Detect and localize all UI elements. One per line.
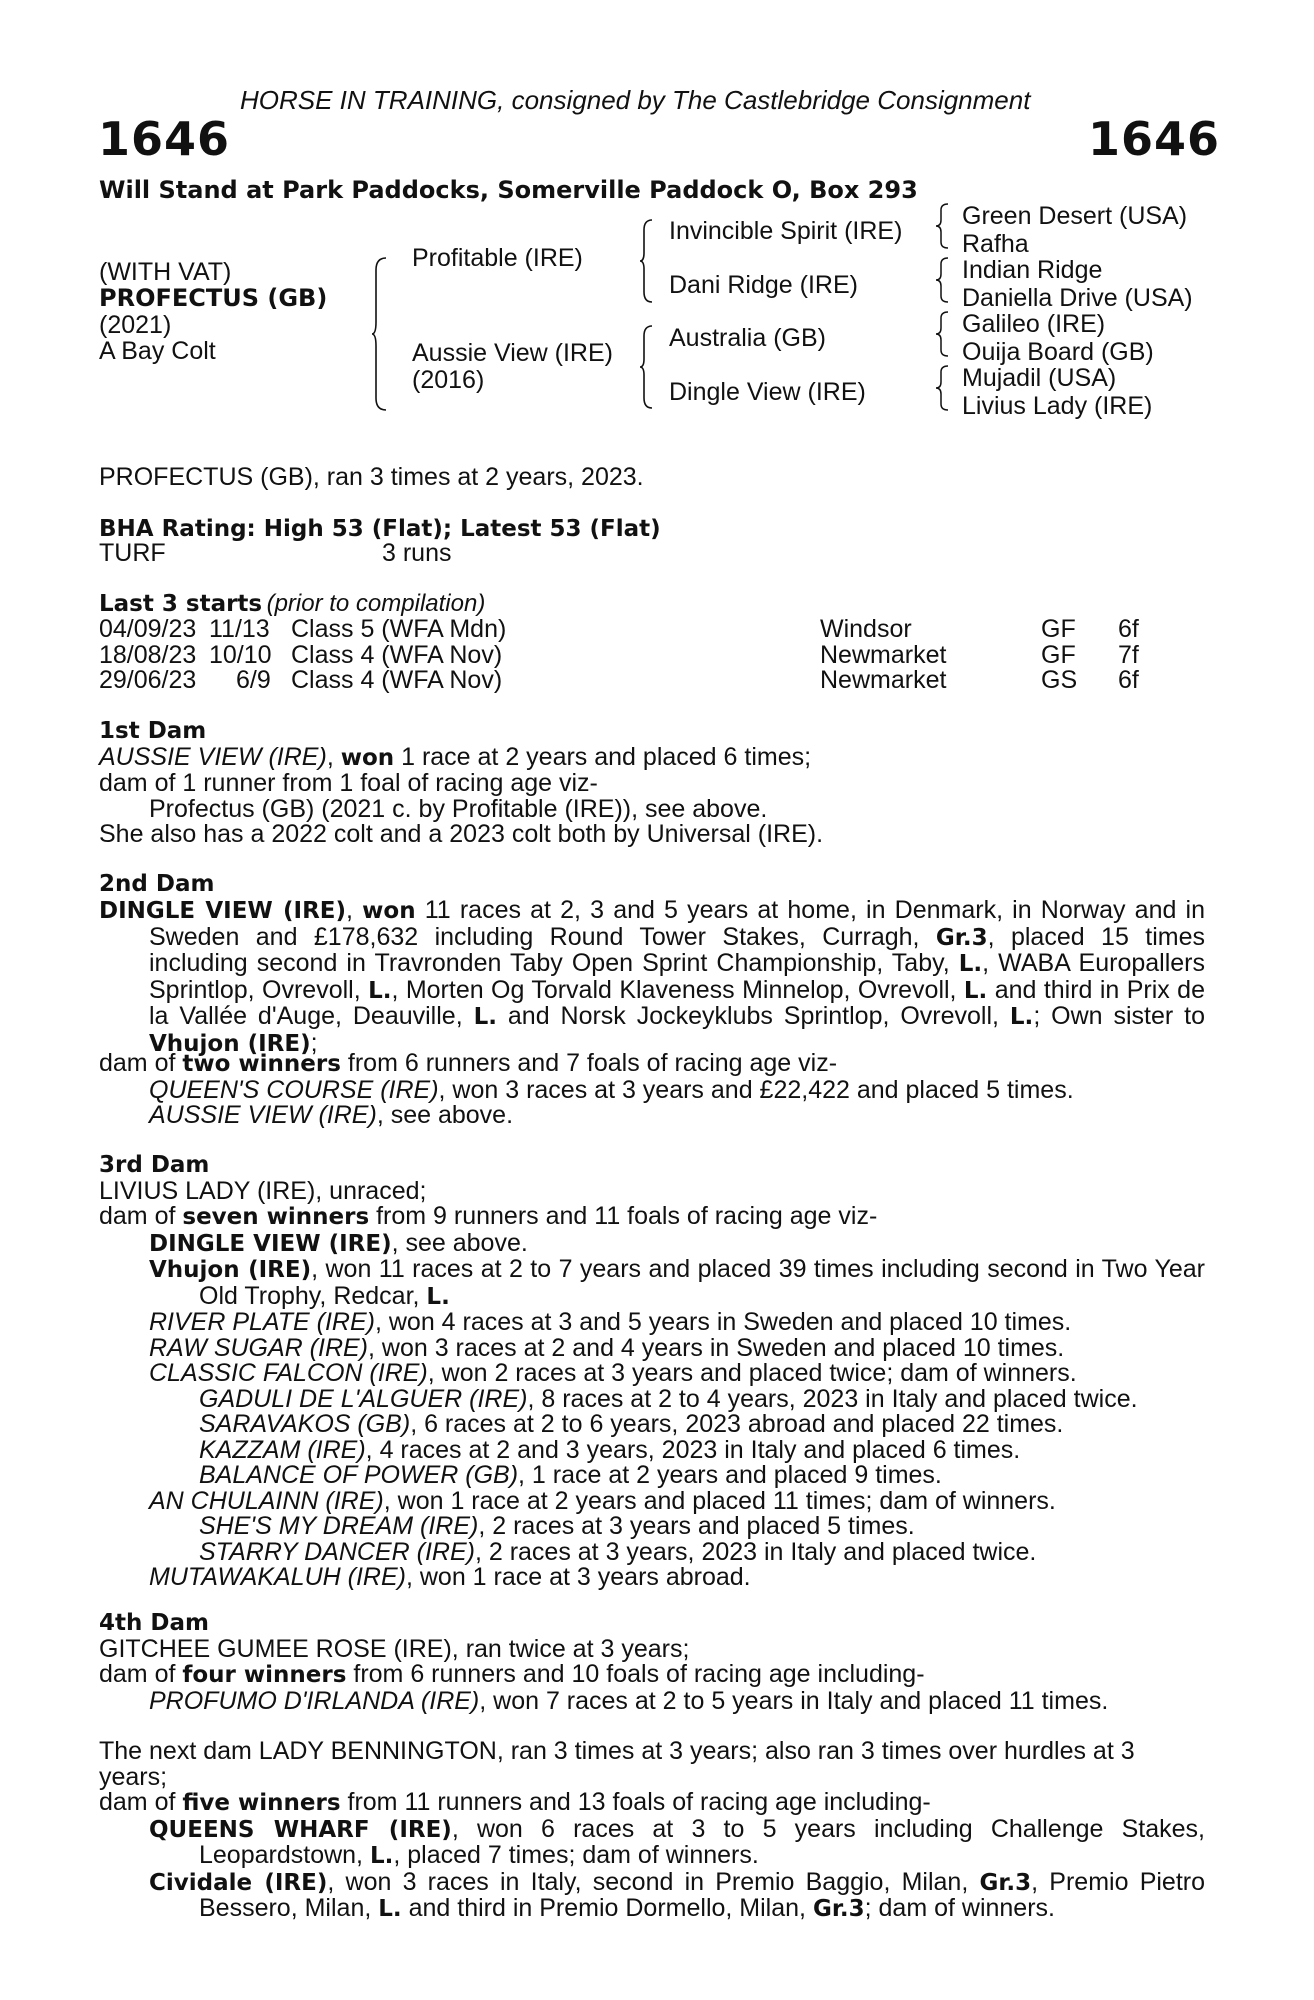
pedigree-gg6: Ouija Board (GB) [962,338,1154,366]
start-date: 29/06/23 [99,666,197,694]
pedigree-gg5: Galileo (IRE) [962,310,1106,338]
pedigree-dam-sire: Australia (GB) [669,324,826,352]
horse-description: A Bay Colt [99,337,216,365]
stand-location: Will Stand at Park Paddocks, Somerville Paddock O, Box 293 [99,176,918,204]
progeny-entry: Vhujon (IRE), won 11 races at 2 to 7 years and placed 39 times including second in Two Year Old Trophy, Redcar, L. [149,1255,1205,1310]
grand-progeny-entry: GADULI DE L'ALGUER (IRE), 8 races at 2 to 4 years, 2023 in Italy and placed twice. [199,1384,1138,1413]
start-course: Newmarket [820,641,947,669]
start-position: 10/10 [209,641,272,669]
pedigree-sire-sire: Invincible Spirit (IRE) [669,217,903,245]
start-race: Class 5 (WFA Mdn) [291,615,507,643]
pedigree-sire: Profitable (IRE) [412,244,583,272]
pedigree-brace-g1 [936,204,950,248]
pedigree-brace-g4 [936,366,950,410]
pedigree-gg1: Green Desert (USA) [962,202,1188,230]
start-date: 18/08/23 [99,641,197,669]
second-dam-title: 2nd Dam [99,871,215,897]
horse-name: PROFECTUS (GB) [99,284,328,312]
start-position: 6/9 [236,666,271,694]
pedigree-brace-sire [640,220,654,302]
start-distance: 6f [1118,615,1139,643]
first-dam-title: 1st Dam [99,718,207,744]
fourth-dam-title: 4th Dam [99,1610,209,1636]
third-dam-section: 3rd Dam LIVIUS LADY (IRE), unraced; dam of seven winners from 9 runners and 11 foals of racing age viz- DINGLE VIEW (IRE), see above. Vhujon (IRE), won 11 races at 2 to 7 years and placed 39 times including second in Two Year Old Trophy, Redcar, L. RIVER PLATE (IRE), won 4 races at 3 and 5 years in Sweden and placed 10 times. RAW SUGAR (IRE), won 3 races at 2 and 4 years in Sweden and placed 10 times. CLASSIC FALCON (IRE), won 2 races at 3 years and placed twice; dam of winners. GADULI DE L'ALGUER (IRE), 8 races at 2 to 4 years, 2023 in Italy and placed twice. SARAVAKOS (GB), 6 races at 2 to 6 years, 2023 abroad and placed 22 times. KAZZAM (IRE), 4 races at 2 and 3 years, 2023 in Italy and placed 6 times. BALANCE OF POWER (GB), 1 race at 2 years and placed 9 times. AN CHULAINN (IRE), won 1 race at 2 years and placed 11 times; dam of winners. SHE'S MY DREAM (IRE), 2 races at 3 years and placed 5 times. STARRY DANCER (IRE), 2 races at 3 years, 2023 in Italy and placed twice. MUTAWAKALUH (IRE), won 1 race at 3 years abroad. [99,1152,1205,1591]
progeny-entry: Cividale (IRE), won 3 races in Italy, second in Premio Baggio, Milan, Gr.3, Premio Pietro Bessero, Milan, L. and third in Premio Dormello, Milan, Gr.3; dam of winners. [149,1867,1205,1922]
race-summary: PROFECTUS (GB), ran 3 times at 2 years, 2023. [99,463,644,491]
second-dam-record: DINGLE VIEW (IRE), won 11 races at 2, 3 and 5 years at home, in Denmark, in Norway and in Sweden and £178,632 including Round Tower Stakes, Curragh, Gr.3, placed 15 times including second in Travronden Taby Open Sprint Championship, Taby, L., WABA Europallers Sprintlop, Ovrevoll, L., Morten Og Torvald Klaveness Minnelop, Ovrevoll, L. and third in Prix de la Vallée d'Auge, Deauville, L. and Norsk Jockeyklubs Sprintlop, Ovrevoll, L.; Own sister to Vhujon (IRE); [99,896,1205,1057]
grand-progeny-entry: STARRY DANCER (IRE), 2 races at 3 years, 2023 in Italy and placed twice. [199,1537,1037,1566]
progeny-entry: DINGLE VIEW (IRE), see above. [149,1228,528,1257]
progeny-entry: AN CHULAINN (IRE), won 1 race at 2 years and placed 11 times; dam of winners. [149,1486,1056,1515]
last-starts-title: Last 3 starts [99,591,263,617]
pedigree-brace-dam [640,326,654,408]
surface-runs: 3 runs [382,539,452,567]
progeny-entry: MUTAWAKALUH (IRE), won 1 race at 3 years abroad. [149,1563,751,1591]
consignment-line: HORSE IN TRAINING, consigned by The Castlebridge Consignment [240,85,1031,115]
pedigree-gg8: Livius Lady (IRE) [962,392,1153,420]
dam-name: AUSSIE VIEW (IRE) [99,742,327,771]
start-distance: 7f [1118,641,1139,669]
pedigree-brace-main [372,258,388,410]
dam-name: DINGLE VIEW (IRE) [99,898,347,924]
start-course: Newmarket [820,666,947,694]
start-race: Class 4 (WFA Nov) [291,666,503,694]
pedigree-sire-dam: Dani Ridge (IRE) [669,271,858,299]
progeny-entry: CLASSIC FALCON (IRE), won 2 races at 3 years and placed twice; dam of winners. [149,1359,1077,1387]
grand-progeny-entry: SHE'S MY DREAM (IRE), 2 races at 3 years and placed 5 times. [199,1512,915,1540]
third-dam-title: 3rd Dam [99,1152,210,1178]
pedigree-dam: Aussie View (IRE) [412,339,613,367]
start-course: Windsor [820,615,912,643]
start-going: GF [1041,641,1076,669]
surface-label: TURF [99,539,166,567]
progeny-entry: PROFUMO D'IRLANDA (IRE), won 7 races at 2 to 5 years in Italy and placed 11 times. [149,1686,1109,1715]
progeny-entry: QUEENS WHARF (IRE), won 6 races at 3 to 5 years including Challenge Stakes, Leopardstown, L., placed 7 times; dam of winners. [149,1814,1205,1869]
fourth-dam-section: 4th Dam GITCHEE GUMEE ROSE (IRE), ran twice at 3 years; dam of four winners from 6 runners and 10 foals of racing age including- PROFUMO D'IRLANDA (IRE), won 7 races at 2 to 5 years in Italy and placed 11 times. [99,1611,1205,1714]
vat-status: (WITH VAT) [99,258,232,286]
progeny-entry: AUSSIE VIEW (IRE), see above. [149,1101,514,1129]
progeny-entry: Profectus (GB) (2021 c. by Profitable (IRE)), see above. [149,794,768,823]
progeny-entry: QUEEN'S COURSE (IRE), won 3 races at 3 years and £22,422 and placed 5 times. [149,1075,1074,1104]
progeny-entry: RIVER PLATE (IRE), won 4 races at 3 and 5 years in Sweden and placed 10 times. [149,1308,1072,1336]
bha-rating: BHA Rating: High 53 (Flat); Latest 53 (Flat) [99,516,661,542]
start-distance: 6f [1118,666,1139,694]
last-starts-note: (prior to compilation) [266,590,486,617]
start-position: 11/13 [209,615,270,643]
grand-progeny-entry: KAZZAM (IRE), 4 races at 2 and 3 years, 2023 in Italy and placed 6 times. [199,1435,1021,1464]
first-dam-section: 1st Dam AUSSIE VIEW (IRE), won 1 race at 2 years and placed 6 times; dam of 1 runner from 1 foal of racing age viz- Profectus (GB) (2021 c. by Profitable (IRE)), see above. She also has a 2022 colt and a 2023 colt both by Universal (IRE). [99,719,1205,848]
last-starts-heading [99,591,485,617]
pedigree-gg2: Rafha [962,230,1029,258]
grand-progeny-entry: BALANCE OF POWER (GB), 1 race at 2 years and placed 9 times. [199,1461,942,1489]
lot-number-right: 1646 [1088,112,1221,166]
lot-number-left: 1646 [98,112,231,166]
pedigree-dam-year: (2016) [412,366,485,394]
start-date: 04/09/23 [99,615,197,643]
pedigree-brace-g3 [936,312,950,356]
horse-year: (2021) [99,311,172,339]
pedigree-brace-g2 [936,258,950,302]
start-race: Class 4 (WFA Nov) [291,641,503,669]
progeny-entry: RAW SUGAR (IRE), won 3 races at 2 and 4 years in Sweden and placed 10 times. [149,1333,1065,1362]
second-dam-progeny: dam of two winners from 6 runners and 7 foals of racing age viz- QUEEN'S COURSE (IRE), won 3 races at 3 years and £22,422 and placed 5 times. AUSSIE VIEW (IRE), see above. [99,1051,1205,1129]
next-dam-section: The next dam LADY BENNINGTON, ran 3 times at 3 years; also ran 3 times over hurdles at 3 years; dam of five winners from 11 runners and 13 foals of racing age including- QUEENS WHARF (IRE), won 6 races at 3 to 5 years including Challenge Stakes, Leopardstown, L., placed 7 times; dam of winners. Cividale (IRE), won 3 races in Italy, second in Premio Baggio, Milan, Gr.3, Premio Pietro Bessero, Milan, L. and third in Premio Dormello, Milan, Gr.3; dam of winners. [99,1737,1205,1922]
grand-progeny-entry: SARAVAKOS (GB), 6 races at 2 to 6 years, 2023 abroad and placed 22 times. [199,1410,1064,1438]
pedigree-gg3: Indian Ridge [962,256,1103,284]
start-going: GF [1041,615,1076,643]
pedigree-dam-dam: Dingle View (IRE) [669,378,866,406]
pedigree-gg4: Daniella Drive (USA) [962,284,1193,312]
pedigree-gg7: Mujadil (USA) [962,364,1117,392]
start-going: GS [1041,666,1078,694]
